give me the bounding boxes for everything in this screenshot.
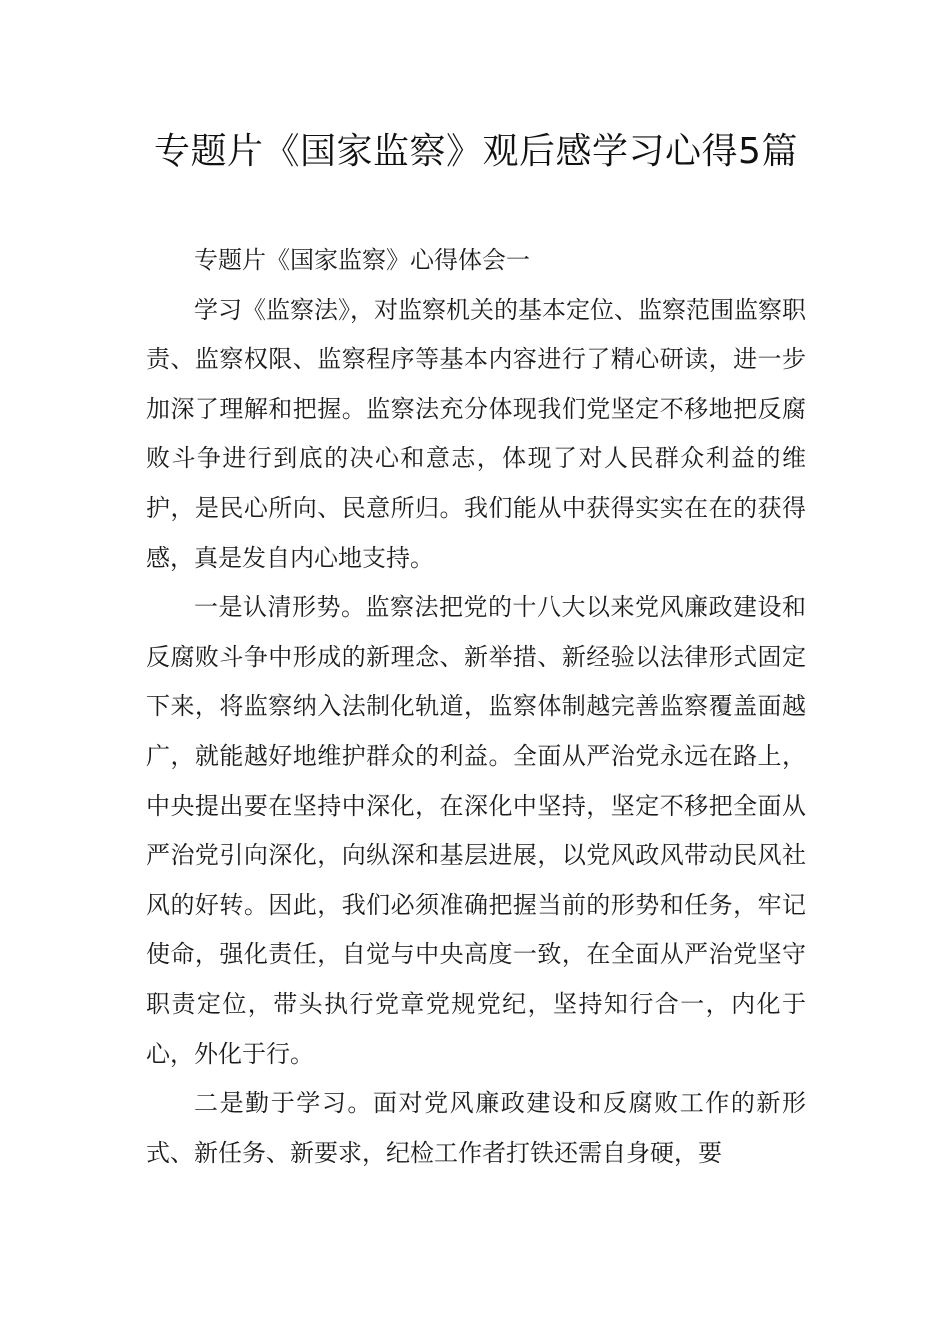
paragraph-point-2: 二是勤于学习。面对党风廉政建设和反腐败工作的新形式、新任务、新要求，纪检工作者打铁还需自身硬，要	[146, 1089, 806, 1167]
document-body	[146, 236, 806, 1178]
document-page	[146, 128, 806, 1178]
paragraph-point-1: 一是认清形势。监察法把党的十八大以来党风廉政建设和反腐败斗争中形成的新理念、新举措、新经验以法律形式固定下来，将监察纳入法制化轨道，监察体制越完善监察覆盖面越广，就能越好地维护群众的利益。全面从严治党永远在路上，中央提出要在坚持中深化，在深化中坚持，坚定不移把全面从严治党引向深化，向纵深和基层进展，以党风政风带动民风社风的好转。因此，我们必须准确把握当前的形势和任务，牢记使命，强化责任，自觉与中央高度一致，在全面从严治党坚守职责定位，带头执行党章党规党纪，坚持知行合一，内化于心，外化于行。	[146, 593, 806, 1068]
paragraph-intro: 学习《监察法》，对监察机关的基本定位、监察范围监察职责、监察权限、监察程序等基本内容进行了精心研读，进一步加深了理解和把握。监察法充分体现我们党坚定不移地把反腐败斗争进行到底的决心和意志，体现了对人民群众利益的维护，是民心所向、民意所归。我们能从中获得实实在在的获得感，真是发自内心地支持。	[146, 295, 806, 572]
section-heading-1: 专题片《国家监察》心得体会一	[194, 246, 530, 274]
document-title: 专题片《国家监察》观后感学习心得5篇	[154, 131, 798, 172]
